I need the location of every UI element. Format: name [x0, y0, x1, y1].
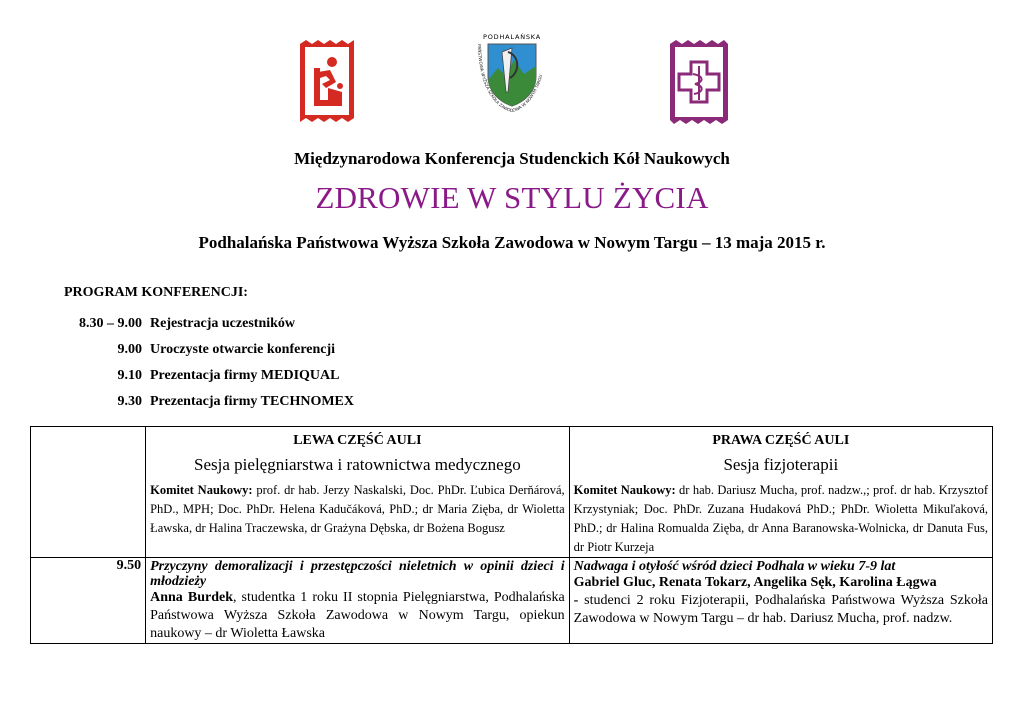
committee-label: Komitet Naukowy: [573, 483, 676, 497]
schedule-item [0, 316, 500, 336]
session-time: 9.50 [31, 558, 146, 644]
left-talk-body [150, 589, 565, 643]
table-header-row [31, 427, 993, 558]
left-session-title: Sesja pielęgniarstwa i ratownictwa medycznego [194, 455, 521, 474]
left-talk-affiliation: , studentka 1 roku II stopnia Pielęgniarstwa, Podhalańska Państwowa Wyższa Szkoła Zawodowa w Nowym Targu, opiekun naukowy – dr Wioletta Ławska [150, 590, 565, 641]
schedule-time: 9.00 [117, 342, 142, 357]
right-talk-dash: - [573, 593, 579, 608]
schedule-item [0, 342, 500, 362]
schedule-time: 8.30 – 9.00 [79, 316, 142, 331]
schedule-label: Prezentacja firmy TECHNOMEX [150, 394, 354, 409]
right-hall-cell [569, 427, 992, 558]
right-talk-cell [569, 558, 992, 644]
schedule-item [0, 368, 500, 388]
right-talk-body [574, 592, 988, 628]
left-committee [150, 481, 565, 538]
schedule-label: Rejestracja uczestników [150, 316, 296, 331]
schedule-item [0, 394, 500, 414]
schedule-label: Prezentacja firmy MEDIQUAL [150, 368, 340, 383]
time-cell [31, 427, 146, 558]
program-table [30, 426, 993, 644]
left-talk-title: Przyczyny demoralizacji i przestępczości nieletnich w opinii dzieci i młodzieży [150, 559, 565, 589]
left-talk-author: Anna Burdek [150, 590, 233, 605]
nursing-logo [296, 38, 358, 124]
left-talk-cell [146, 558, 570, 644]
left-hall-cell [146, 427, 570, 558]
committee-label: Komitet Naukowy: [150, 483, 253, 497]
pharmacy-cross-logo [666, 38, 732, 126]
right-talk-affiliation: studenci 2 roku Fizjoterapii, Podhalańska Państwowa Wyższa Szkoła Zawodowa w Nowym Targu – dr hab. Dariusz Mucha, prof. nadzw. [573, 593, 988, 626]
schedule-label: Uroczyste otwarcie konferencji [150, 342, 336, 357]
conference-title: ZDROWIE W STYLU ŻYCIA [315, 180, 709, 215]
schedule-time: 9.30 [117, 394, 142, 409]
right-talk-author-names: Gabriel Gluc, Renata Tokarz, Angelika Sęk, Karolina Łągwa [573, 575, 937, 590]
svg-text:PODHALAŃSKA: PODHALAŃSKA [483, 33, 541, 41]
right-hall-title: PRAWA CZĘŚĆ AULI [712, 433, 850, 448]
svg-text:PAŃSTWOWA WYŻSZA SZKOŁA ZAWODO: PAŃSTWOWA WYŻSZA SZKOŁA ZAWODOWA W NOWYM TARGU [476, 44, 544, 114]
right-talk-title: Nadwaga i otyłość wśród dzieci Podhala w wieku 7-9 lat [573, 559, 896, 574]
right-committee [574, 481, 988, 557]
committee-members: prof. dr hab. Jerzy Naskalski, Doc. PhDr. Ľubica Derňárová, PhD., MPH; Doc. PhDr. Helena Kadučáková, PhD.; dr Maria Zięba, dr Wioletta Ławska, dr Halina Traczewska, dr Grażyna Dębska, dr Bożena Bogusz [150, 483, 565, 535]
right-talk-authors [574, 574, 988, 592]
university-logo [468, 30, 556, 116]
table-row [31, 558, 993, 644]
committee-members: dr hab. Dariusz Mucha, prof. nadzw.,; prof. dr hab. Krzysztof Krzystyniak; Doc. PhDr. Zuzana Hudaková PhD.; PhDr. Wioletta Mikuľaková, PhD.; dr Halina Romualda Zięba, dr Anna Baranowska-Wolnicka, dr Danuta Fus, dr Piotr Kurzeja [573, 483, 988, 554]
left-hall-title: LEWA CZĘŚĆ AULI [293, 433, 422, 448]
schedule-time: 9.10 [117, 368, 142, 383]
conference-venue: Podhalańska Państwowa Wyższa Szkoła Zawodowa w Nowym Targu – 13 maja 2015 r. [198, 233, 826, 252]
right-session-title: Sesja fizjoterapii [723, 455, 839, 474]
conference-subtitle: Międzynarodowa Konferencja Studenckich Kół Naukowych [294, 149, 730, 168]
program-heading: PROGRAM KONFERENCJI: [64, 285, 248, 300]
